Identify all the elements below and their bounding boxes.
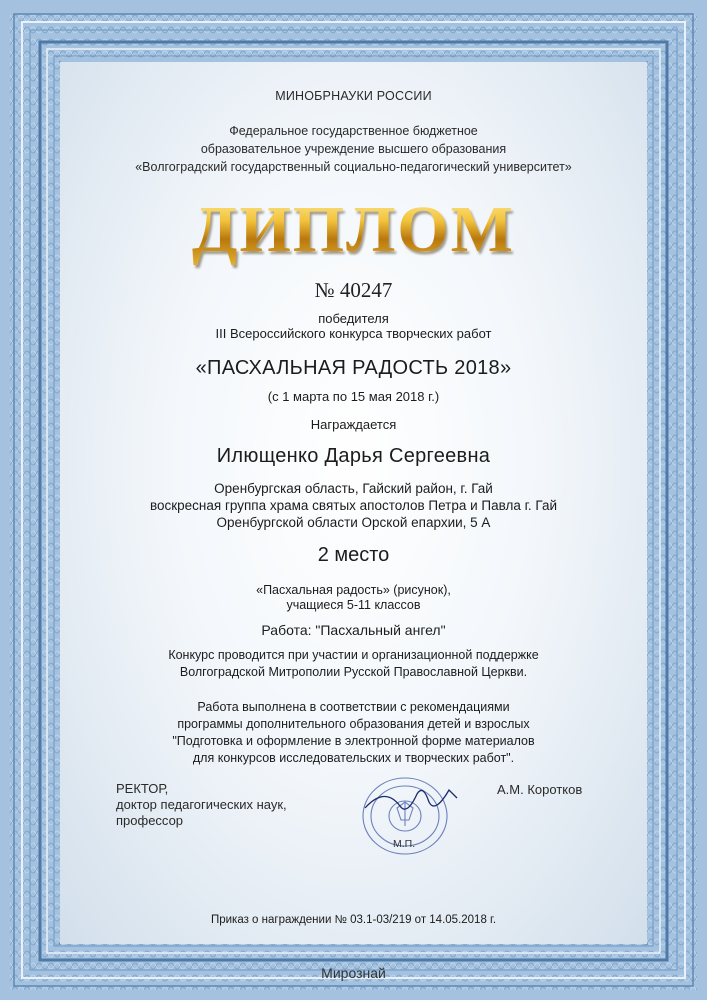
institution-line-2: образовательное учреждение высшего образования bbox=[200, 142, 507, 156]
address-line-1: Оренбургская область, Гайский район, г. Гай bbox=[214, 481, 493, 496]
institution-line-1: Федеральное государственное бюджетное bbox=[229, 124, 478, 138]
signatory-title-line-1: РЕКТОР, bbox=[116, 781, 169, 796]
signatory-title-line-2: доктор педагогических наук, bbox=[116, 797, 287, 812]
stamp-label: М.П. bbox=[393, 838, 416, 850]
winner-label: победителя bbox=[318, 311, 389, 326]
signatory-name: А.М. Коротков bbox=[497, 782, 583, 797]
address-line-2: воскресная группа храма святых апостолов Петра и Павла г. Гай bbox=[149, 498, 558, 513]
diploma-number: № 40247 bbox=[314, 278, 393, 302]
category-line-2: учащиеся 5-11 классов bbox=[286, 598, 421, 612]
signatory-title bbox=[116, 781, 287, 829]
recommendation-line-3: "Подготовка и оформление в электронной форме материалов bbox=[172, 734, 535, 748]
address-line-3: Оренбургской области Орской епархии, 5 А bbox=[216, 515, 491, 530]
category-line-1: «Пасхальная радость» (рисунок), bbox=[256, 583, 451, 597]
recipient-name: Илющенко Дарья Сергеевна bbox=[216, 445, 491, 467]
support-line-2: Волгоградской Митрополии Русской Православной Церкви. bbox=[179, 665, 528, 679]
ministry-name: МИНОБРНАУКИ РОССИИ bbox=[275, 89, 432, 103]
recommendation-line-2: программы дополнительного образования детей и взрослых bbox=[177, 717, 530, 731]
work-title: Работа: "Пасхальный ангел" bbox=[261, 622, 446, 638]
award-order: Приказ о награждении № 03.1-03/219 от 14.05.2018 г. bbox=[210, 914, 497, 926]
awarded-label: Награждается bbox=[310, 417, 397, 432]
place-award: 2 место bbox=[317, 544, 390, 566]
footer-brand: Мирознай bbox=[321, 965, 386, 981]
signatory-title-line-3: профессор bbox=[116, 813, 184, 828]
recommendation-line-4: для конкурсов исследовательских и творческих работ". bbox=[192, 751, 515, 765]
contest-name: III Всероссийского конкурса творческих работ bbox=[215, 326, 492, 341]
diploma-title: ДИПЛОМ bbox=[0, 192, 707, 268]
support-line-1: Конкурс проводится при участии и организационной поддержке bbox=[168, 648, 539, 662]
institution-line-3: «Волгоградский государственный социально-педагогический университет» bbox=[135, 160, 572, 174]
recommendation-line-1: Работа выполнена в соответствии с рекомендациями bbox=[197, 700, 510, 714]
contest-dates: (с 1 марта по 15 мая 2018 г.) bbox=[267, 389, 440, 404]
contest-title: «ПАСХАЛЬНАЯ РАДОСТЬ 2018» bbox=[195, 357, 512, 379]
